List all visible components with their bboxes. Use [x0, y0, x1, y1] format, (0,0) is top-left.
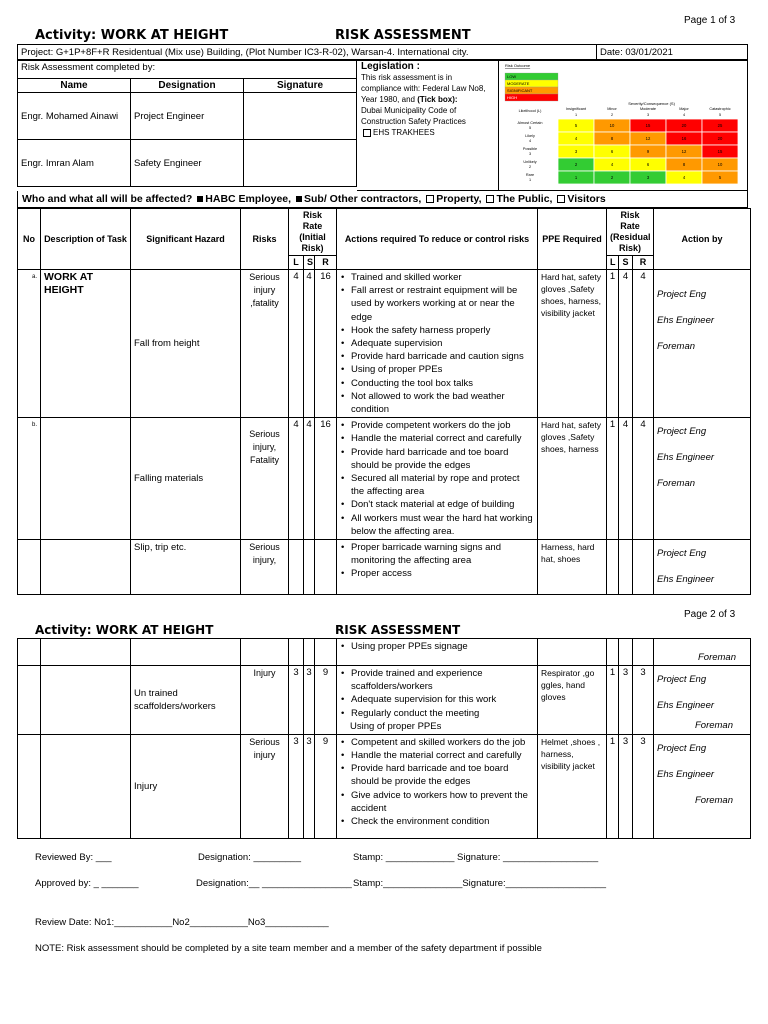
risk-table-continued: [17, 638, 751, 839]
likelihood-header: Unlikely: [523, 160, 537, 164]
row-residual-s: [619, 540, 633, 595]
row-actions: [337, 666, 538, 735]
matrix-value: 8: [682, 162, 686, 167]
header-s: S: [619, 256, 633, 270]
row-actions: [337, 639, 538, 666]
row-hazard: Injury: [131, 734, 241, 838]
severity-header: Moderate: [639, 107, 657, 111]
matrix-value: 10: [609, 123, 615, 128]
action-item: • Fall arrest or restraint equipment will be used by workers working at or near the edge: [350, 284, 534, 324]
note: NOTE: Risk assessment should be completed by a site team member and a member of the safety department if possible: [35, 943, 542, 954]
likelihood-header: Rare: [525, 173, 535, 177]
legislation-text: This risk assessment is in compliance with: Federal Law No8, Year 1980, and (Tick box):: [361, 73, 486, 104]
action-item: • Handle the material correct and carefully: [350, 432, 534, 445]
row-residual-l: 1: [607, 666, 619, 735]
checkbox-icon[interactable]: [486, 195, 494, 203]
action-by-item: Ehs Engineer: [657, 574, 715, 586]
header-no: No: [18, 209, 41, 270]
risk-matrix: [502, 61, 742, 191]
row-hazard: Fall from height: [131, 270, 241, 418]
row-s: 4: [304, 270, 315, 418]
person-name: Engr. Mohamed Ainawi: [18, 93, 131, 140]
table-row: [18, 540, 751, 595]
matrix-value: 1: [574, 175, 578, 180]
header-residual-risk: Risk Rate (Residual Risk): [607, 209, 654, 256]
matrix-value: 3: [574, 149, 578, 154]
row-residual-l: 1: [607, 270, 619, 418]
matrix-value: 16: [681, 136, 687, 141]
legend-label: SIGNIFICANT: [507, 88, 533, 93]
action-item: • Not allowed to work the bad weather condition: [350, 390, 534, 416]
severity-header: Catastrophic: [709, 107, 731, 111]
row-actions: [337, 270, 538, 418]
row-actions: [337, 734, 538, 838]
reviewed-stamp-signature[interactable]: Stamp: _____________ Signature: __________________: [353, 852, 599, 863]
matrix-value: 20: [717, 136, 723, 141]
likelihood-number: 3: [528, 152, 532, 156]
header-l: L: [607, 256, 619, 270]
row-residual-s: 4: [619, 418, 633, 540]
page-number: Page 1 of 3: [684, 15, 736, 26]
row-l: 3: [289, 666, 304, 735]
action-item: • Proper barricade warning signs and monitoring the affecting area: [350, 541, 534, 567]
matrix-value: 4: [574, 136, 578, 141]
row-hazard: Un trained scaffolders/workers: [131, 666, 241, 735]
matrix-value: 10: [717, 162, 723, 167]
action-item: • Regularly conduct the meeting: [350, 707, 534, 720]
row-ppe: Hard hat, safety gloves ,Safety shoes, harness, visibility jacket: [538, 270, 607, 418]
matrix-value: 4: [682, 175, 686, 180]
action-by-item: Foreman: [694, 720, 733, 731]
completed-by-label: Risk Assessment completed by:: [18, 60, 357, 79]
action-item: • Provide competent workers do the job: [350, 419, 534, 432]
action-by-item: Project Eng: [657, 742, 707, 754]
risk-outcome-label: Risk Outcome: [505, 63, 531, 68]
risk-matrix-box: [499, 59, 748, 191]
row-residual-s: 3: [619, 734, 633, 838]
row-ppe: Harness, hard hat, shoes: [538, 540, 607, 595]
action-item: • Secured all material by rope and protect the affecting area: [350, 472, 534, 498]
document-title: RISK ASSESSMENT: [335, 623, 461, 637]
severity-number: 1: [574, 113, 578, 117]
person-signature[interactable]: [244, 140, 357, 187]
row-action-by: [654, 666, 751, 735]
row-r: 16: [315, 270, 337, 418]
matrix-value: 25: [717, 123, 723, 128]
header-r: R: [315, 256, 337, 270]
completed-by-table: [17, 59, 357, 187]
row-actions: [337, 418, 538, 540]
header-risks: Risks: [241, 209, 289, 270]
row-risks: Serious injury ,fatality: [241, 270, 289, 418]
matrix-value: 2: [610, 175, 614, 180]
row-residual-r: 3: [633, 666, 654, 735]
action-item: • Adequate supervision for this work: [350, 693, 534, 706]
row-action-by: [654, 418, 751, 540]
person-name: Engr. Imran Alam: [18, 140, 131, 187]
col-name: Name: [18, 79, 131, 93]
likelihood-header: Possible: [522, 147, 538, 151]
action-by-item: Foreman: [657, 341, 696, 352]
matrix-value: 12: [681, 149, 687, 154]
severity-header: Insignificant: [565, 107, 587, 111]
review-date[interactable]: Review Date: No1:___________No2___________No3____________: [35, 917, 329, 928]
table-row: [18, 666, 751, 735]
matrix-value: 6: [646, 162, 650, 167]
action-item: • Provide hard barricade and caution signs: [350, 350, 534, 363]
action-by-item: Ehs Engineer: [657, 452, 715, 464]
row-residual-r: 4: [633, 418, 654, 540]
severity-number: 2: [610, 113, 614, 117]
matrix-value: 9: [646, 149, 650, 154]
row-s: 3: [304, 734, 315, 838]
row-desc: [41, 540, 131, 595]
row-ppe: Helmet ,shoes , harness, visibility jacket: [538, 734, 607, 838]
header-desc: Description of Task: [41, 209, 131, 270]
row-residual-s: 3: [619, 666, 633, 735]
action-by-item: Foreman: [694, 794, 733, 806]
row-residual-r: [633, 540, 654, 595]
row-residual-r: 4: [633, 270, 654, 418]
row-residual-l: 1: [607, 418, 619, 540]
header-r: R: [633, 256, 654, 270]
header-ppe: PPE Required: [538, 209, 607, 270]
matrix-value: 12: [645, 136, 651, 141]
row-risks: Serious injury,: [241, 540, 289, 595]
action-item: • Provide hard barricade and toe board should be provide the edges: [350, 446, 534, 472]
row-l: [289, 540, 304, 595]
action-item: • Competent and skilled workers do the job: [350, 736, 534, 749]
row-l: 4: [289, 270, 304, 418]
action-by-item: Ehs Engineer: [657, 315, 715, 326]
checked-box-icon: [296, 196, 302, 202]
approved-designation[interactable]: Designation:__ _________________: [196, 878, 352, 889]
severity-header: Minor: [607, 107, 617, 111]
likelihood-number: 1: [528, 178, 532, 182]
row-action-by: [654, 270, 751, 418]
legislation-code: Dubai Municipality Code of Construction Safety Practices: [361, 106, 466, 126]
matrix-value: 15: [645, 123, 651, 128]
row-no: [18, 540, 41, 595]
action-item: • Check the environment condition: [350, 815, 534, 828]
approved-stamp-signature[interactable]: Stamp:_______________Signature:___________________: [353, 878, 607, 889]
project-field: Project: G+1P+8F+R Residentual (Mix use) Building, (Plot Number IC3-R-02), Warsan-4. International city.: [18, 45, 597, 61]
action-by-item: Project Eng: [657, 548, 707, 560]
action-extra: Using of proper PPEs: [350, 720, 442, 732]
row-r: [315, 540, 337, 595]
matrix-value: 8: [610, 136, 614, 141]
checkbox-icon[interactable]: [426, 195, 434, 203]
row-s: 4: [304, 418, 315, 540]
table-row: [18, 270, 751, 418]
matrix-value: 6: [610, 149, 614, 154]
legislation-box: [357, 59, 499, 191]
severity-header: Major: [679, 107, 689, 111]
person-designation: Project Engineer: [131, 93, 244, 140]
legend-label: HIGH: [507, 95, 517, 100]
row-r: 9: [315, 734, 337, 838]
col-signature: Signature: [244, 79, 357, 93]
legend-label: LOW: [507, 74, 517, 79]
activity-title: Activity: WORK AT HEIGHT: [35, 623, 214, 637]
table-row: [18, 639, 751, 666]
matrix-value: 5: [718, 175, 722, 180]
row-action-by: [654, 540, 751, 595]
row-l: 3: [289, 734, 304, 838]
row-residual-l: [607, 540, 619, 595]
row-residual-s: 4: [619, 270, 633, 418]
likelihood-label: Likelihood (L): [518, 109, 542, 113]
action-by-item: Project Eng: [657, 674, 707, 685]
action-item: • Provide trained and experience scaffolders/workers: [350, 667, 534, 693]
checked-box-icon: [197, 196, 203, 202]
ehs-option[interactable]: EHS TRAKHEES: [361, 127, 494, 138]
row-s: [304, 540, 315, 595]
action-item: • Give advice to workers how to prevent the accident: [350, 789, 534, 815]
action-item: • All workers must wear the hard hat working below the affecting area.: [350, 512, 534, 538]
action-item: • Using proper PPEs signage: [350, 640, 534, 653]
severity-number: 3: [646, 113, 650, 117]
header-action-by: Action by: [654, 209, 751, 270]
approved-by[interactable]: Approved by: _ _______: [35, 878, 139, 889]
row-actions: [337, 540, 538, 595]
reviewed-by[interactable]: Reviewed By: ___: [35, 852, 112, 863]
risk-table: [17, 208, 751, 595]
row-ppe: Hard hat, safety gloves ,Safety shoes, harness: [538, 418, 607, 540]
header-l: L: [289, 256, 304, 270]
severity-number: 4: [682, 113, 686, 117]
row-no: a.: [18, 270, 41, 418]
matrix-value: 15: [717, 149, 723, 154]
severity-number: 5: [718, 113, 722, 117]
matrix-value: 3: [646, 175, 650, 180]
date-field: Date: 03/01/2021: [597, 45, 748, 61]
action-by-item: Foreman: [657, 478, 696, 490]
action-item: • Adequate supervision: [350, 337, 534, 350]
row-r: 9: [315, 666, 337, 735]
row-risks: Injury: [241, 666, 289, 735]
likelihood-number: 2: [528, 165, 532, 169]
page-number: Page 2 of 3: [684, 609, 736, 620]
legend-label: MODERATE: [507, 81, 530, 86]
checkbox-icon[interactable]: [557, 195, 565, 203]
action-by-item: Project Eng: [657, 289, 707, 300]
row-risks: Serious injury, Fatality: [241, 418, 289, 540]
col-designation: Designation: [131, 79, 244, 93]
row-residual-r: 3: [633, 734, 654, 838]
activity-title: Activity: WORK AT HEIGHT: [35, 28, 229, 43]
affected-row: Who and what all will be affected? HABC Employee, Sub/ Other contractors, Property, The Public, Visitors: [17, 191, 748, 208]
action-item: • Hook the safety harness properly: [350, 324, 534, 337]
action-by-item: Ehs Engineer: [657, 700, 715, 711]
likelihood-number: 4: [528, 139, 532, 143]
row-residual-l: 1: [607, 734, 619, 838]
row-desc: WORK AT HEIGHT: [41, 270, 131, 418]
row-l: 4: [289, 418, 304, 540]
header-initial-risk: Risk Rate (Initial Risk): [289, 209, 337, 256]
action-item: • Conducting the tool box talks: [350, 377, 534, 390]
row-r: 16: [315, 418, 337, 540]
table-row: [18, 734, 751, 838]
action-item: • Don't stack material at edge of building: [350, 498, 534, 511]
matrix-value: 20: [681, 123, 687, 128]
action-by-item: Ehs Engineer: [657, 768, 715, 780]
reviewed-designation[interactable]: Designation: _________: [198, 852, 302, 863]
matrix-value: 5: [574, 123, 578, 128]
severity-label: Severity/Consequence (S): [628, 101, 675, 106]
row-s: 3: [304, 666, 315, 735]
document-title: RISK ASSESSMENT: [335, 28, 471, 43]
action-by-item: Project Eng: [657, 426, 707, 438]
checkbox-icon[interactable]: [363, 129, 371, 137]
likelihood-number: 5: [528, 126, 532, 130]
header-s: S: [304, 256, 315, 270]
action-item: • Using of proper PPEs: [350, 363, 534, 376]
action-item: • Trained and skilled worker: [350, 271, 534, 284]
row-desc: [41, 418, 131, 540]
likelihood-header: Likely: [525, 134, 535, 138]
matrix-value: 2: [574, 162, 578, 167]
action-item: • Proper access: [350, 567, 534, 580]
legislation-title: Legislation :: [361, 61, 420, 72]
row-action-by: [654, 734, 751, 838]
row-no: b.: [18, 418, 41, 540]
action-item: • Handle the material correct and carefully: [350, 749, 534, 762]
person-designation: Safety Engineer: [131, 140, 244, 187]
matrix-value: 4: [610, 162, 614, 167]
row-risks: Serious injury: [241, 734, 289, 838]
header-actions: Actions required To reduce or control risks: [337, 209, 538, 270]
action-item: • Provide hard barricade and toe board should be provide the edges: [350, 762, 534, 788]
table-row: [18, 418, 751, 540]
header-hazard: Significant Hazard: [131, 209, 241, 270]
likelihood-header: Almost Certain: [517, 121, 543, 125]
person-signature[interactable]: [244, 93, 357, 140]
row-action-by: Foreman: [654, 639, 751, 666]
row-ppe: Respirator ,go ggles, hand gloves: [538, 666, 607, 735]
row-hazard: Slip, trip etc.: [131, 540, 241, 595]
row-hazard: Falling materials: [131, 418, 241, 540]
